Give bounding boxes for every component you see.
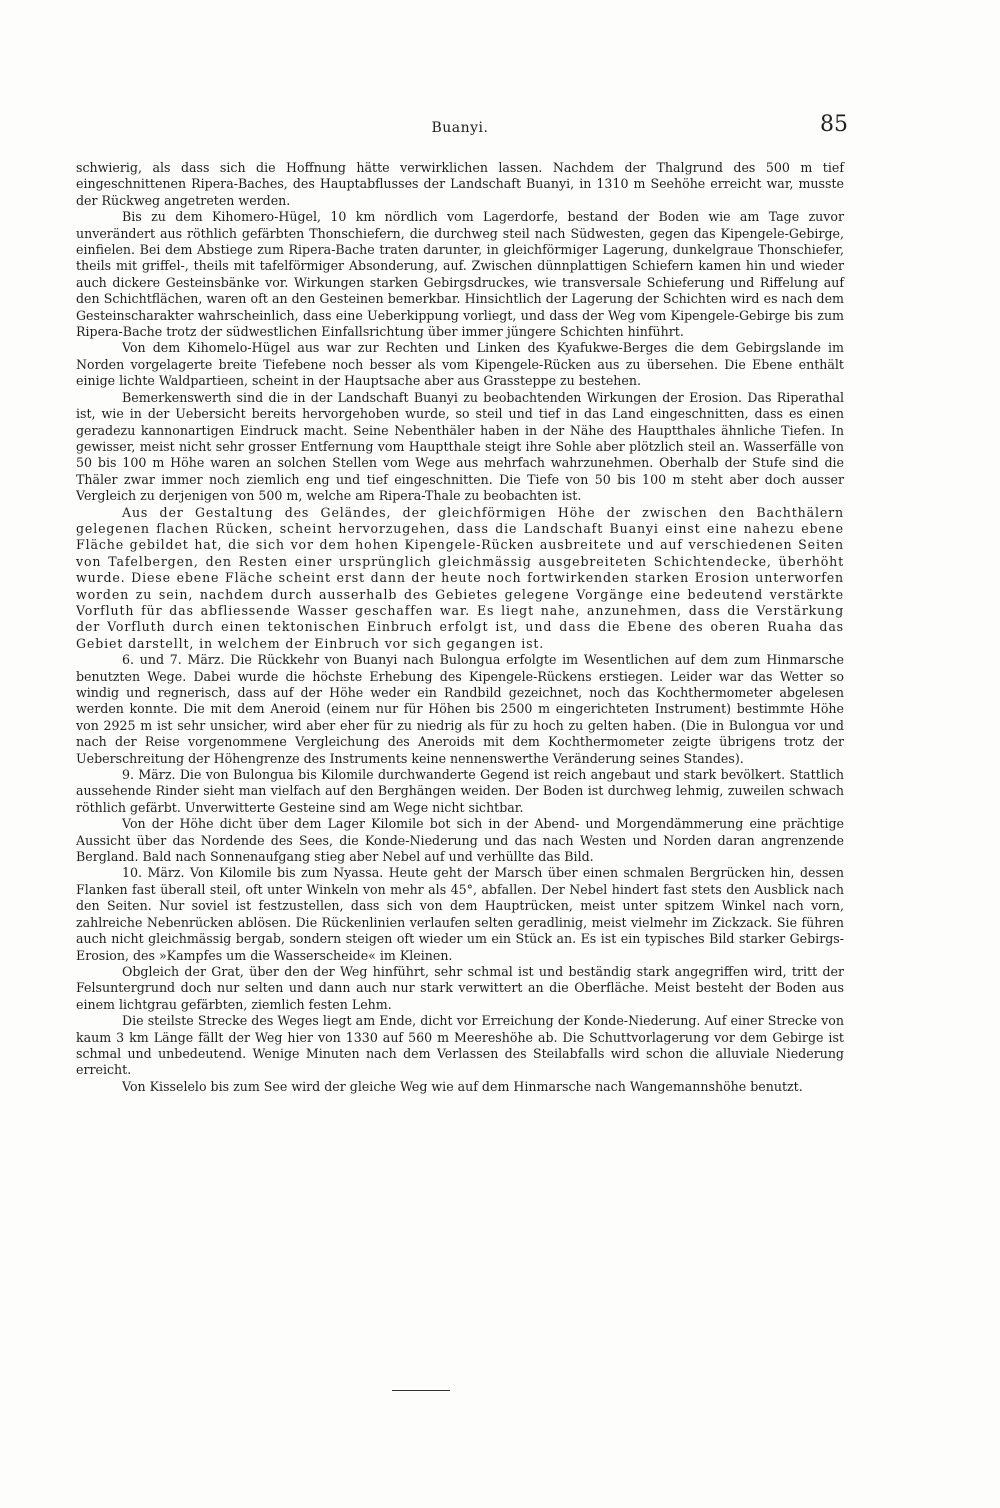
paragraph-ridge: Obgleich der Grat, über den der Weg hinführt, sehr schmal ist und beständig stark angegriffen wird, tritt der Felsuntergrund doch nur selten und dann auch nur stark verwittert an die Oberfläche. Meist besteht der Boden aus einem lichtgrau gefärbten, ziemlich festen Lehm. <box>76 963 844 1012</box>
running-head <box>80 112 848 142</box>
paragraph-steepest: Die steilste Strecke des Weges liegt am Ende, dicht vor Erreichung der Konde-Niederung. Auf einer Strecke von kaum 3 km Länge fällt der Weg hier von 1330 auf 560 m Meereshöhe ab. Die Schuttvorlagerung vor dem Gebirge ist schmal und unbedeutend. Wenige Minuten nach dem Verlassen des Steilabfalls wird schon die alluviale Niederung erreicht. <box>76 1013 844 1078</box>
paragraph-continuation: schwierig, als dass sich die Hoffnung hätte verwirklichen lassen. Nachdem der Thalgrund des 500 m tief eingeschnittenen Ripera-Baches, des Hauptabflusses der Landschaft Buanyi, in 1310 m Seehöhe erreicht war, musste der Rückweg angetreten werden. <box>76 160 844 208</box>
paragraph-erosion: Bemerkenswerth sind die in der Landschaft Buanyi zu beobachtenden Wirkungen der Erosion. Das Riperathal ist, wie in der Uebersicht bereits hervorgehoben wurde, so steil und tief in das Land eingeschnitten, dass es einen geradezu kannonartigen Eindruck macht. Seine Nebenthäler haben in der Nähe des Hauptthales ähnliche Tiefen. In gewisser, meist nicht sehr grosser Entfernung vom Hauptthale steigt ihre Sohle aber plötzlich steil an. Wasserfälle von 50 bis 100 m Höhe waren an solchen Stellen vom Wege aus mehrfach wahrzunehmen. Oberhalb der Stufe sind die Thäler zwar immer noch ziemlich eng und tief eingeschnitten. Die Tiefe von 50 bis 100 m steht aber doch ausser Vergleich zu derjenigen von 500 m, welche am Ripera-Thale zu beobachten ist. <box>76 389 844 504</box>
paragraph-march-6-7: 6. und 7. März. Die Rückkehr von Buanyi nach Bulongua erfolgte im Wesentlichen auf dem zum Hinmarsche benutzten Wege. Dabei wurde die höchste Erhebung des Kipengele-Rückens erstiegen. Leider war das Wetter so windig und regnerisch, dass auf der Höhe weder ein Randbild gezeichnet, noch das Kochthermometer abgelesen werden konnte. Die mit dem Aneroid (einem nur für Höhen bis 2500 m eingerichteten Instrument) bestimmte Höhe von 2925 m ist sehr unsicher, wird aber eher für zu niedrig als für zu hoch zu gelten haben. (Die in Bulongua vor und nach der Reise vorgenommene Vergleichung des Aneroids mit dem Kochthermometer zeigte übrigens trotz der Ueberschreitung der Höhengrenze des Instruments keine nennenswerthe Veränderung seines Standes). <box>76 652 844 766</box>
paragraph-kilomile-view: Von der Höhe dicht über dem Lager Kilomile bot sich in der Abend- und Morgendämmerung eine prächtige Aussicht über das Nordende des Sees, die Konde-Niederung und das nach Westen und Norden daran angrenzende Bergland. Bald nach Sonnenaufgang stieg aber Nebel auf und verhüllte das Bild. <box>76 816 844 865</box>
running-title: Buanyi. <box>431 120 489 136</box>
paragraph-march-9: 9. März. Die von Bulongua bis Kilomile durchwanderte Gegend ist reich angebaut und stark bevölkert. Stattlich aussehende Rinder sieht man vielfach auf den Berghängen weiden. Der Boden ist durchweg lehmig, zuweilen schwach röthlich gefärbt. Unverwitterte Gesteine sind am Wege nicht sichtbar. <box>76 767 844 815</box>
paragraph-kihomelo-view: Von dem Kihomelo-Hügel aus war zur Rechten und Linken des Kyafukwe-Berges die dem Gebirgslande im Norden vorgelagerte breite Tiefebene noch besser als vom Kipengele-Rücken aus zu übersehen. Die Ebene enthält einige lichte Waldpartieen, scheint in der Hauptsache aber aus Grassteppe zu bestehen. <box>76 340 844 389</box>
paragraph-terrain: Aus der Gestaltung des Geländes, der gleichförmigen Höhe der zwischen den Bachthälern gelegenen flachen Rücken, scheint hervorzugehen, dass die Landschaft Buanyi einst eine nahezu ebene Fläche gebildet hat, die sich vor dem hohen Kipengele-Rücken ausbreitete und auf verschiedenen Seiten von Tafelbergen, den Resten einer ursprünglich gleichmässig ausgebreiteten Schichtendecke, überhöht wurde. Diese ebene Fläche scheint erst dann der heute noch fortwirkenden starken Erosion unterworfen worden zu sein, nachdem durch ausserhalb des Gebietes gelegene Vorgänge eine bedeutend verstärkte Vorfluth für das abfliessende Wasser geschaffen war. Es liegt nahe, anzunehmen, dass die Verstärkung der Vorfluth durch einen tektonischen Einbruch erfolgt ist, und dass die Ebene des oberen Ruaha das Gebiet darstellt, in welchem der Einbruch vor sich gegangen ist. <box>76 504 844 651</box>
page-number: 85 <box>820 112 848 137</box>
paragraph-kihomero: Bis zu dem Kihomero-Hügel, 10 km nördlich vom Lagerdorfe, bestand der Boden wie am Tage zuvor unverändert aus röthlich gefärbten Thonschiefern, die durchweg steil nach Südwesten, gegen das Kipengele-Gebirge, einfielen. Bei dem Abstiege zum Ripera-Bache traten darunter, in gleichförmiger Lagerung, dunkelgraue Thonschiefer, theils mit griffel-, theils mit tafelförmiger Absonderung, auf. Zwischen dünnplattigen Schiefern kamen hin und wieder auch dickere Gesteinsbänke vor. Wirkungen starken Gebirgsdruckes, wie transversale Schieferung und Riffelung auf den Schichtflächen, waren oft an den Gesteinen bemerkbar. Hinsichtlich der Lagerung der Schichten wird es nach dem Gesteinscharakter wahrscheinlich, dass eine Ueberkippung vorliegt, und dass der Weg vom Kipengele-Gebirge bis zum Ripera-Bache trotz der südwestlichen Einfallsrichtung über immer jüngere Schichten hinführt. <box>76 209 844 340</box>
paragraph-march-10: 10. März. Von Kilomile bis zum Nyassa. Heute geht der Marsch über einen schmalen Bergrücken hin, dessen Flanken fast überall steil, oft unter Winkeln von mehr als 45°, abfallen. Der Nebel hindert fast stets den Ausblick nach den Seiten. Nur soviel ist festzustellen, dass sich von dem Hauptrücken, meist unter spitzem Winkel nach vorn, zahlreiche Nebenrücken ablösen. Die Rückenlinien verlaufen selten geradlinig, meist vielmehr im Zickzack. Sie führen auch nicht gleichmässig bergab, sondern steigen oft wieder um ein Stück an. Es ist ein typisches Bild starker Gebirgs-Erosion, des »Kampfes um die Wasserscheide« im Kleinen. <box>76 865 844 963</box>
body-text <box>76 160 844 1095</box>
section-end-rule <box>392 1390 450 1391</box>
paragraph-kisselelo: Von Kisselelo bis zum See wird der gleiche Weg wie auf dem Hinmarsche nach Wangemannshöhe benutzt. <box>122 1078 803 1094</box>
